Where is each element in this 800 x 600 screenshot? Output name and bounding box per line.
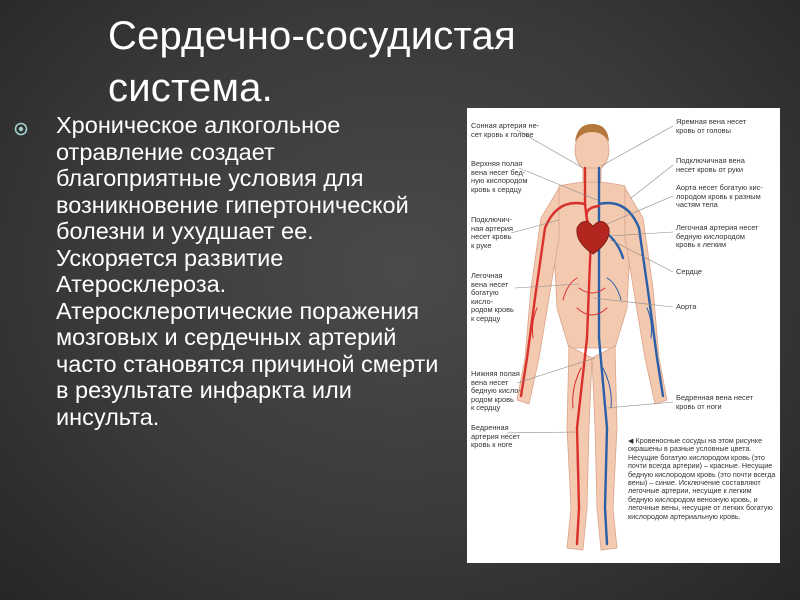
label-inferior-vena-cava: Нижняя полая вена несет бедную кисло- родом кровь к сердцу	[471, 369, 521, 413]
circle-bullet-icon	[14, 122, 28, 136]
label-aorta-body: Аорта несет богатую кис- лородом кровь к разным частям тела	[676, 183, 763, 210]
label-subclavian-artery: Подключич- ная артерия несет кровь к руке	[471, 215, 513, 250]
figure-caption: ◀ Кровеносные сосуды на этом рисунке окрашены в разные условные цвета. Несущие богатую кислородом кровь (это почти всегда артерии) – красные. Несущие бедную кислородом кровь (это почти всегда вены) – синие. Исключение составляют легочные артерии, несущие к легким бедную кислородом венозную кровь, и легочные вены, несущие от легких богатую кислородом артериальную кровь.	[628, 436, 776, 521]
label-pulmonary-vein: Легочная вена несет богатую кисло- родом кровь к сердцу	[471, 271, 514, 323]
label-aorta: Аорта	[676, 302, 697, 311]
label-superior-vena-cava: Верхняя полая вена несет бед- ную кислородом кровь к сердцу	[471, 159, 528, 194]
label-femoral-artery: Бедренная артерия несет кровь к ноге	[471, 423, 520, 450]
label-pulmonary-artery: Легочная артерия несет бедную кислородом кровь к легким	[676, 223, 759, 250]
circulatory-system-figure	[467, 108, 780, 563]
label-carotid-artery: Сонная артерия не- сет кровь к голове	[471, 121, 540, 139]
body-text: Хроническое алкогольное отравление создает благоприятные условия для возникновение гипертонической болезни и ухудшает ее. Ускоряется развитие Атеросклероза. Атеросклеротические поражения мозговых и сердечных артерий часто становятся причиной смерти в результате инфаркта или инсульта.	[56, 112, 439, 430]
label-heart: Сердце	[676, 267, 702, 276]
slide-title: Сердечно-сосудистая система.	[108, 14, 516, 110]
label-jugular-vein: Яремная вена несет кровь от головы	[676, 117, 747, 135]
label-femoral-vein: Бедренная вена несет кровь от ноги	[676, 393, 753, 411]
label-subclavian-vein: Подключичная вена несет кровь от руки	[676, 156, 745, 174]
